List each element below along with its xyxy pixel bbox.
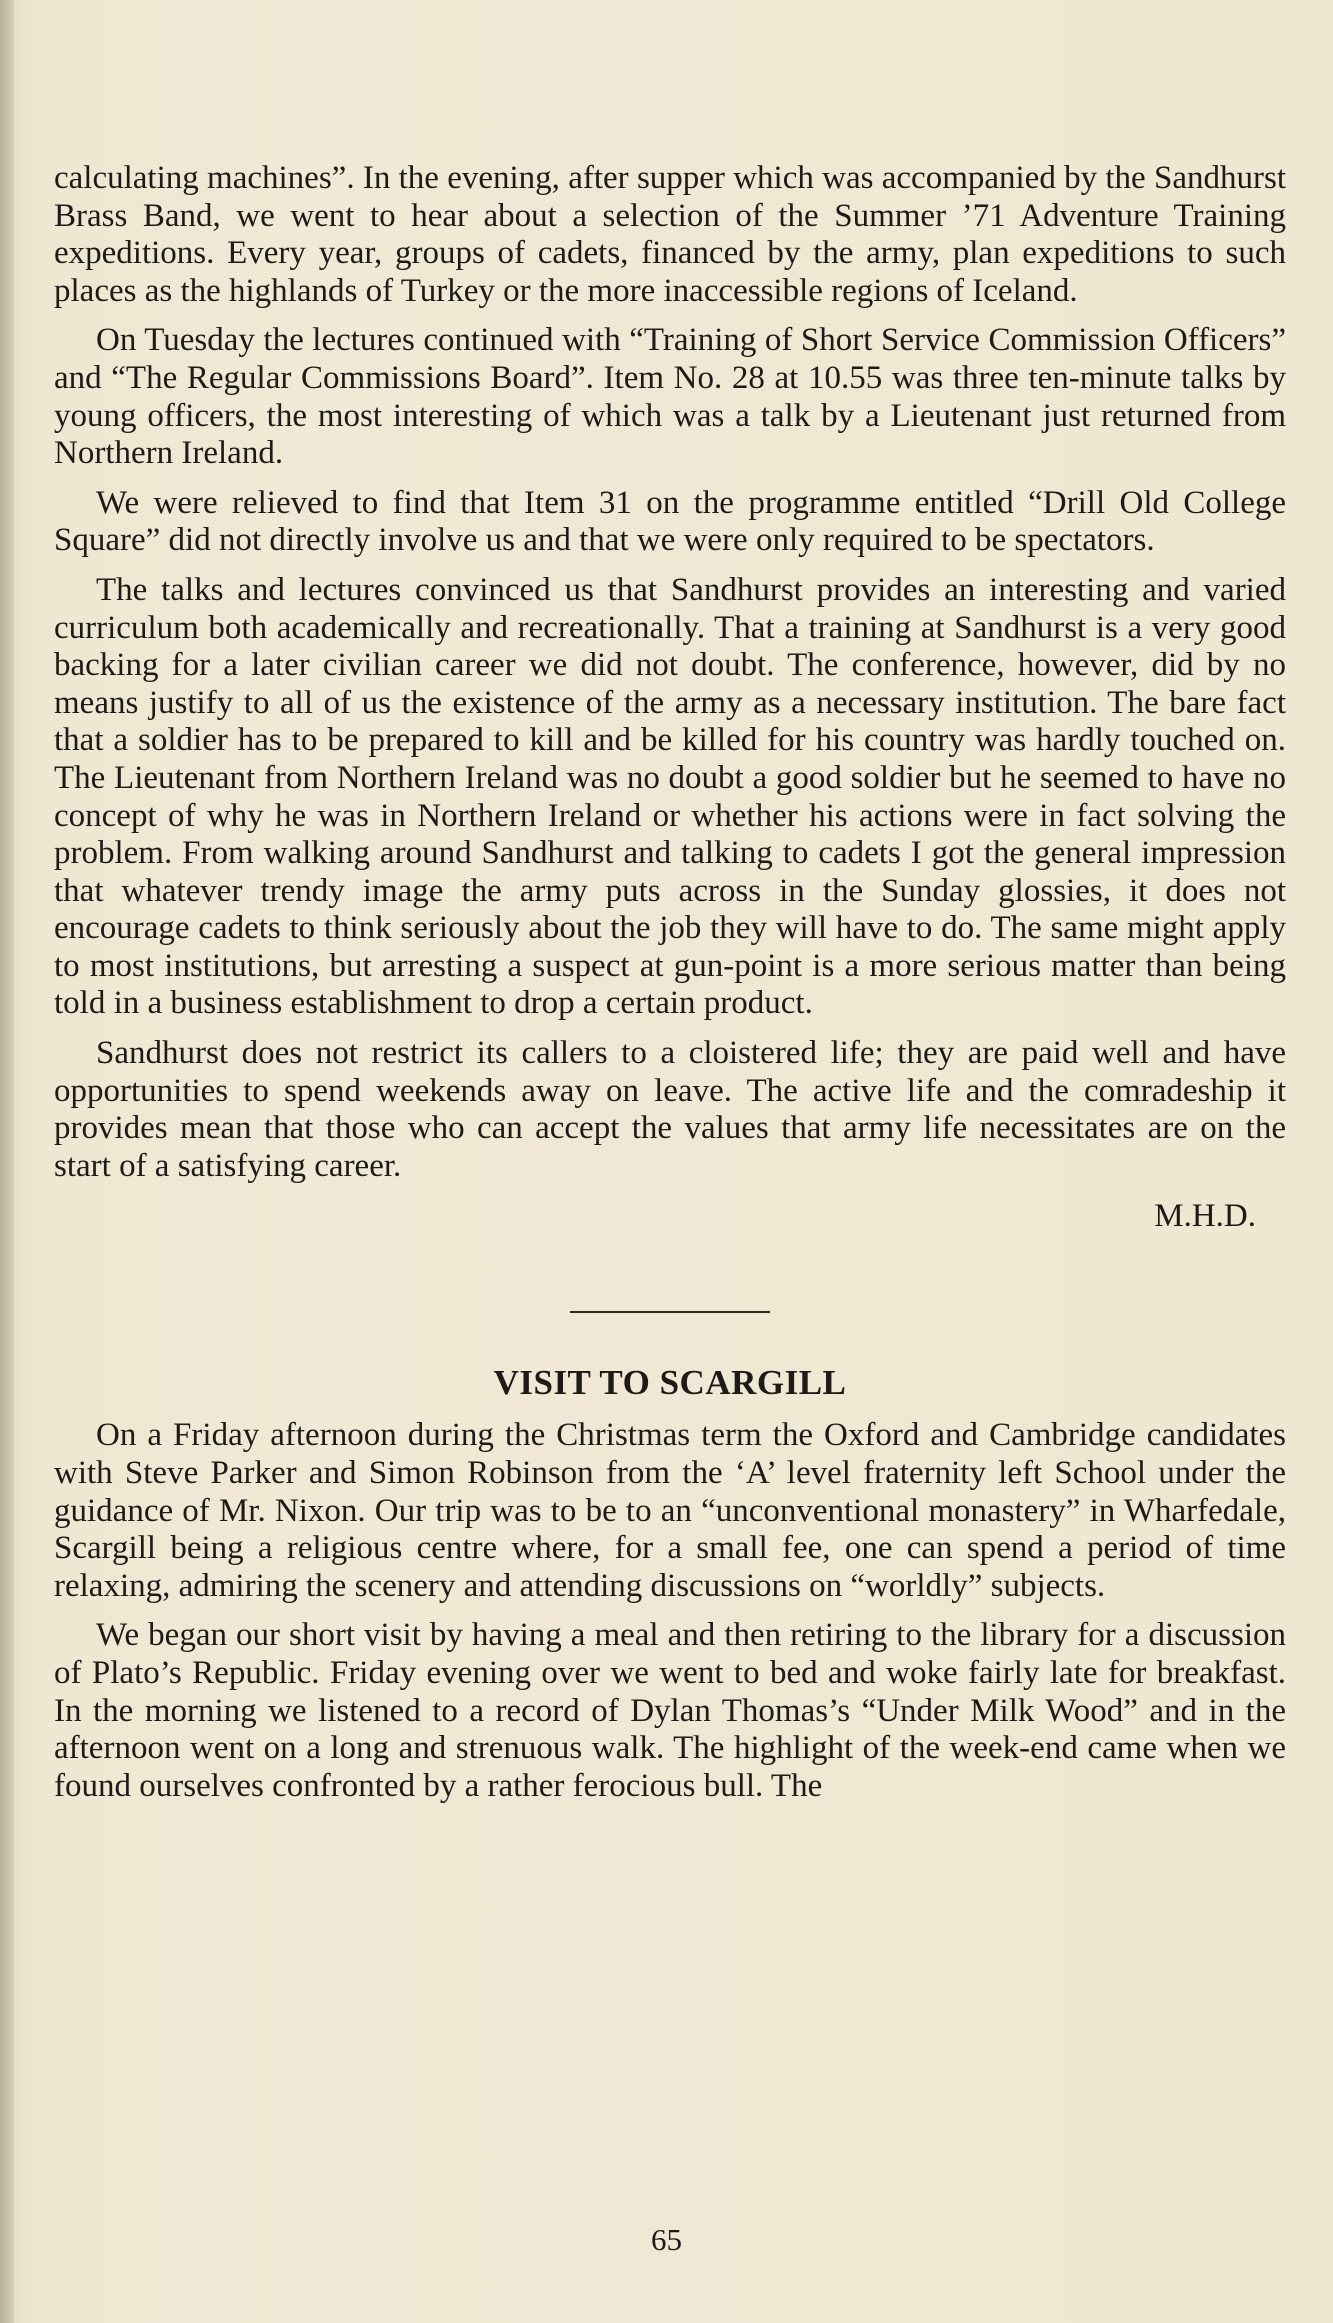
section-divider	[570, 1311, 770, 1313]
paragraph: Sandhurst does not restrict its callers to a cloistered life; they are paid well and have opportunities to spend weekends away on leave. The active life and the comradeship it provides mean that those who can accept the values that army life necessitates are on the start of a satisfying career.	[54, 1035, 1286, 1184]
author-initials: M.H.D.	[1154, 1198, 1256, 1235]
paragraph: We were relieved to find that Item 31 on the programme entitled “Drill Old College Square” did not directly involve us and that we were only required to be spectators.	[54, 484, 1286, 559]
paragraph: On Tuesday the lectures continued with “Training of Short Service Commission Officers” and “The Regular Commissions Board”. Item No. 28 at 10.55 was three ten-minute talks by young officers, the most interesting of which was a talk by a Lieutenant just returned from Northern Ireland.	[54, 322, 1286, 472]
page-number: 65	[651, 2222, 682, 2257]
page-content	[54, 160, 1286, 1817]
paragraph: The talks and lectures convinced us that Sandhurst provides an interesting and varied curriculum both academically and recreationally. That a training at Sandhurst is a very good backing for a later civilian career we did not doubt. The conference, however, did by no means justify to all of us the existence of the army as a necessary institution. The bare fact that a soldier has to be prepared to kill and be killed for his country was hardly touched on. The Lieutenant from Northern Ireland was no doubt a good soldier but he seemed to have no concept of why he was in Northern Ireland or whether his actions were in fact solving the problem. From walking around Sandhurst and talking to cadets I got the general impression that whatever trendy image the army puts across in the Sunday glossies, it does not encourage cadets to think seriously about the job they will have to do. The same might apply to most institutions, but arresting a suspect at gun-point is a more serious matter than being told in a business establishment to drop a certain product.	[54, 571, 1286, 1022]
paragraph-continuation: calculating machines”. In the evening, after supper which was accompanied by the Sandhurst Brass Band, we went to hear about a selection of the Summer ’71 Adventure Training expeditions. Every year, groups of cadets, financed by the army, plan expeditions to such places as the highlands of Turkey or the more inaccessible regions of Iceland.	[54, 160, 1286, 309]
paragraph: We began our short visit by having a meal and then retiring to the library for a discussion of Plato’s Republic. Friday evening over we went to bed and woke fairly late for breakfast. In the morning we listened to a record of Dylan Thomas’s “Under Milk Wood” and in the afternoon went on a long and strenuous walk. The highlight of the week-end came when we found ourselves confronted by a rather ferocious bull. The	[54, 1617, 1286, 1804]
article-title: VISIT TO SCARGILL	[493, 1363, 847, 1403]
page-gutter	[0, 0, 14, 2323]
paragraph: On a Friday afternoon during the Christmas term the Oxford and Cambridge candidates with Steve Parker and Simon Robinson from the ‘A’ level fraternity left School under the guidance of Mr. Nixon. Our trip was to be to an “unconventional monastery” in Wharfedale, Scargill being a religious centre where, for a small fee, one can spend a period of time relaxing, admiring the scenery and attending discussions on “worldly” subjects.	[54, 1417, 1286, 1604]
